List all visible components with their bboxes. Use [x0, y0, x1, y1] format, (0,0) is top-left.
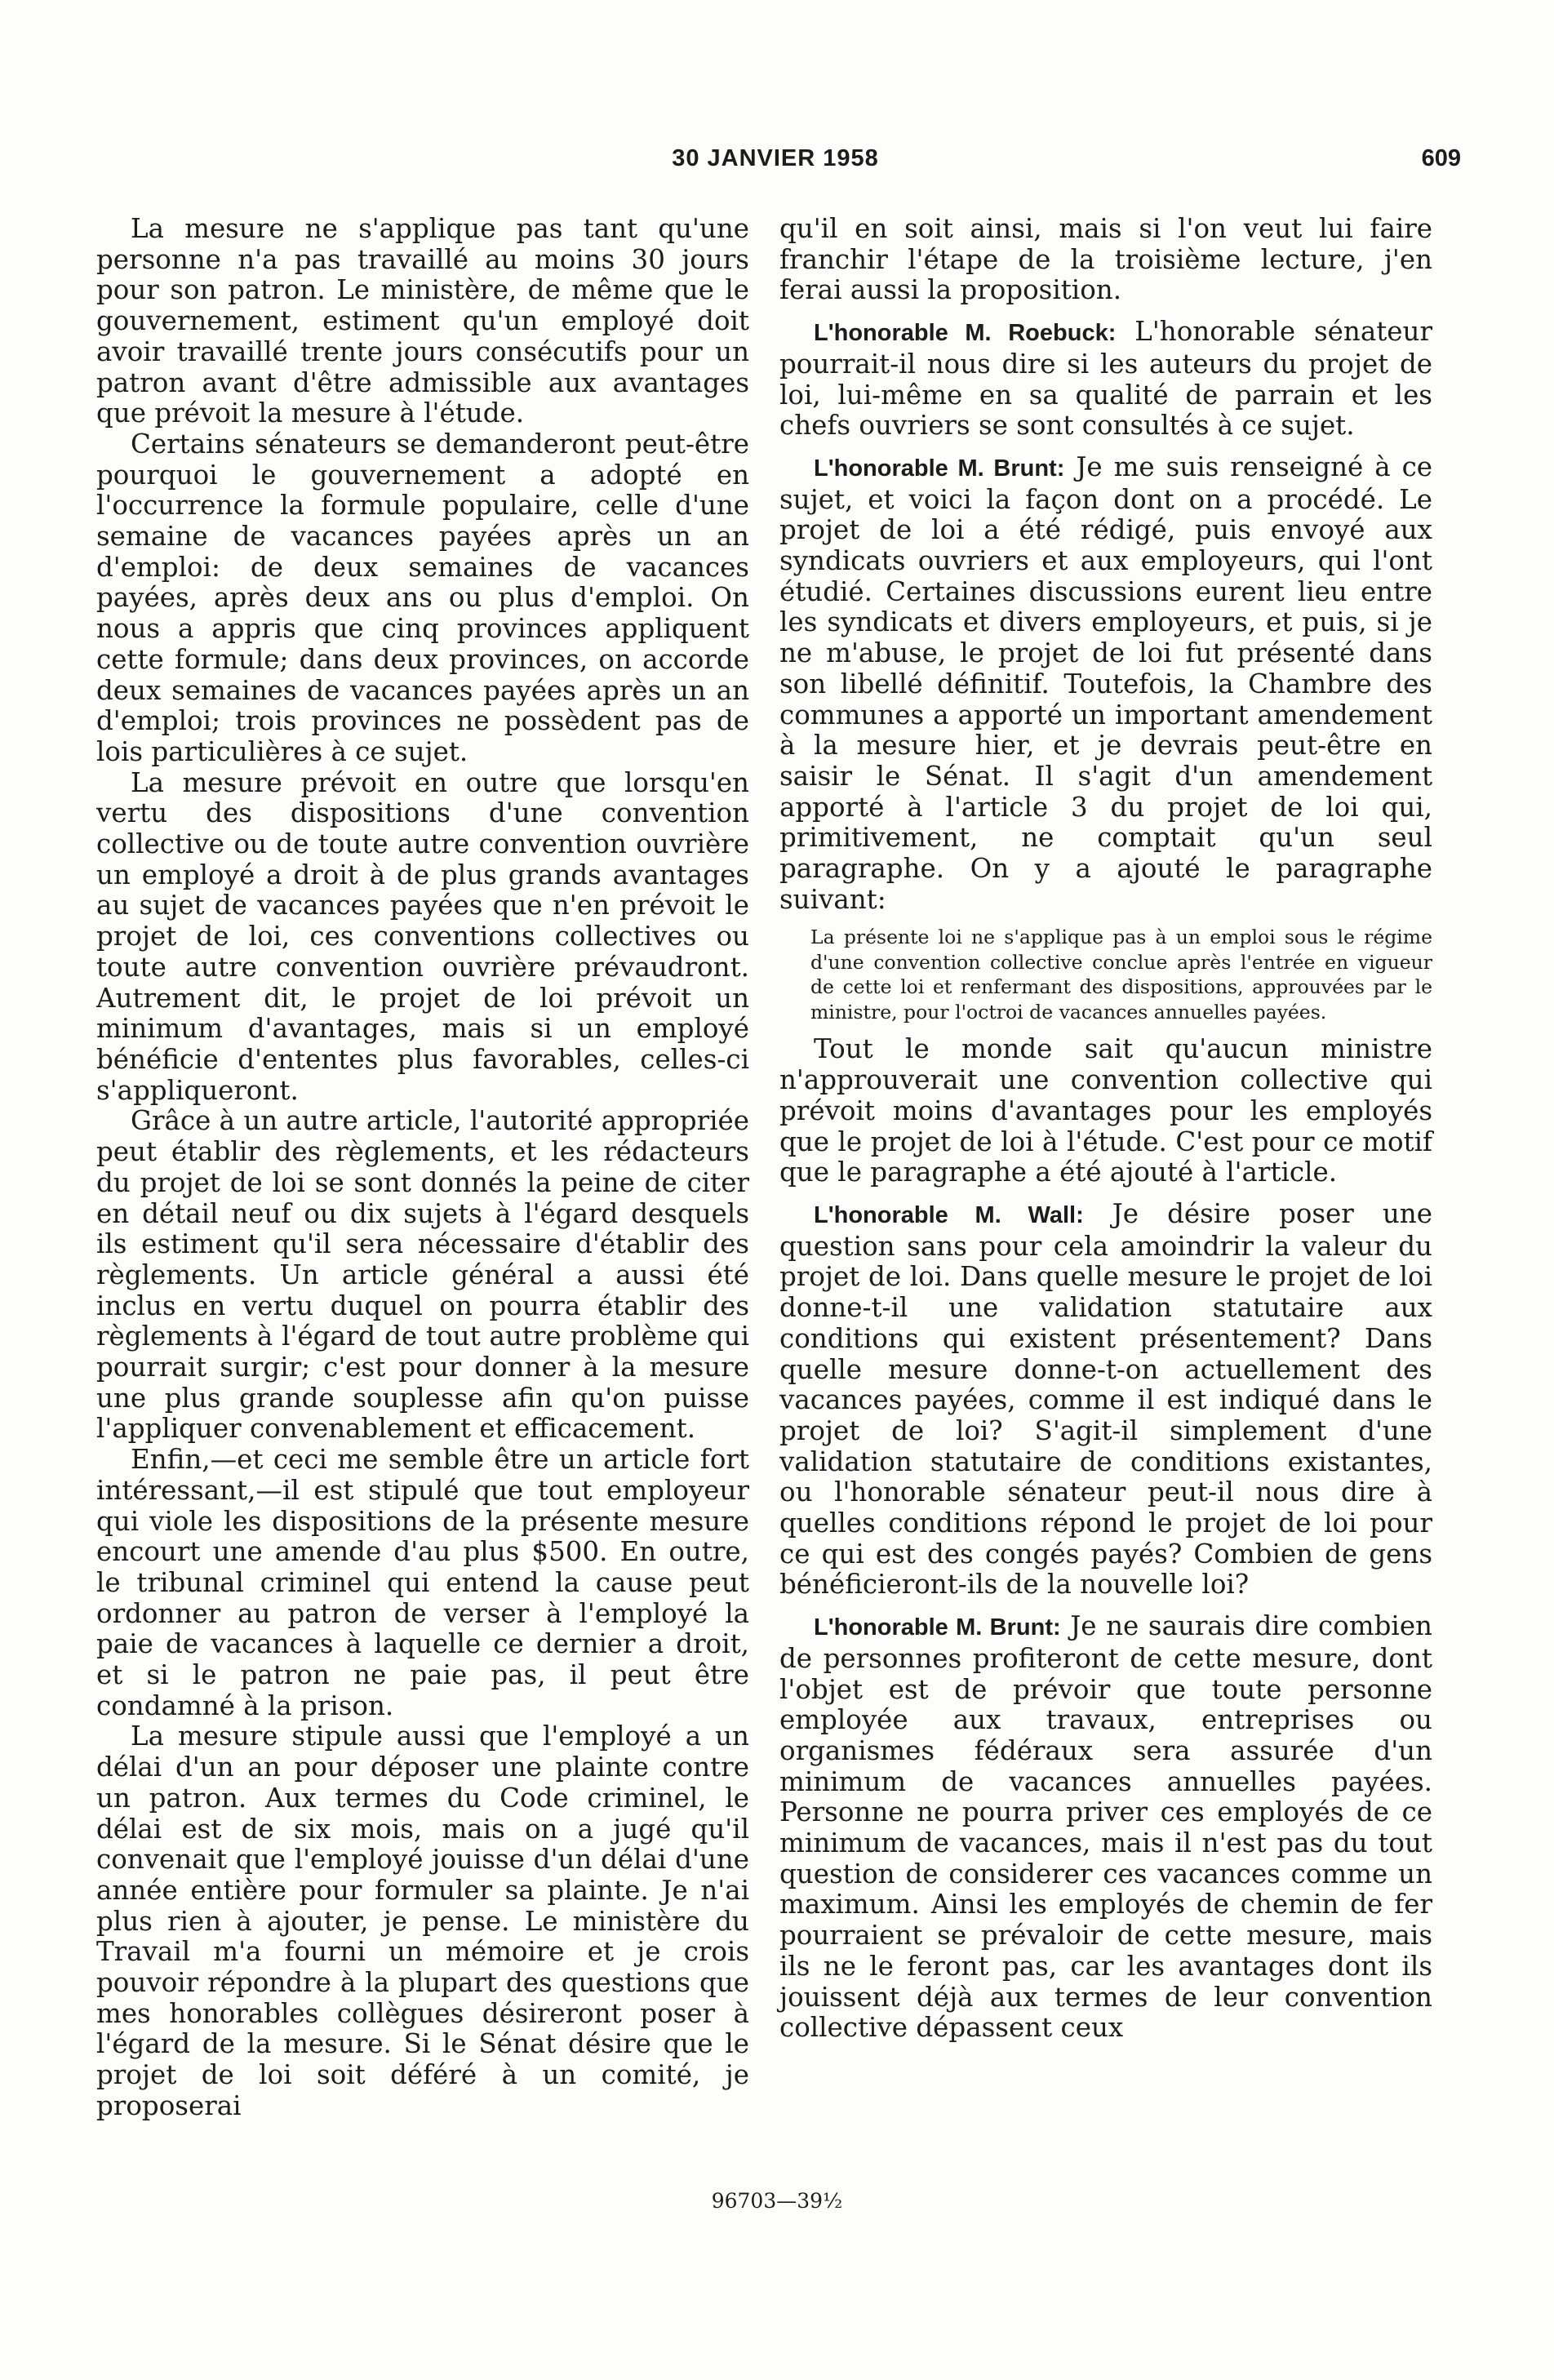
page-number: 609: [1421, 145, 1461, 171]
speech-brunt: [779, 452, 1432, 916]
speaker-name: L'honorable M. Wall:: [814, 1201, 1084, 1228]
paragraph: La mesure stipule aussi que l'employé a un délai d'un an pour déposer une plainte contre un patron. Aux termes du Code criminel, le délai est de six mois, mais on a jugé qu'il convenait que l'employé jouisse d'un délai d'une année entière pour formuler sa plainte. Je n'ai plus rien à ajouter, je pense. Le ministère du Travail m'a fourni un mémoire et je crois pouvoir répondre à la plupart des questions que mes honorables collègues désireront poser à l'égard de la mesure. Si le Sénat désire que le projet de loi soit déféré à un comité, je proposerai: [96, 1721, 749, 2121]
speech-text: Je me suis renseigné à ce sujet, et voici la façon dont on a procédé. Le projet de loi a été rédigé, puis envoyé aux syndicats ouvriers et aux employeurs, qui l'ont étudié. Certaines discussions eurent lieu entre les syndicats et divers employeurs, et puis, si je ne m'abuse, le projet de loi fut présenté dans son libellé définitif. Toutefois, la Chambre des communes a apporté un important amendement à la mesure hier, et je devrais peut-être en saisir le Sénat. Il s'agit d'un amendement apporté à l'article 3 du projet de loi qui, primitivement, ne comptait qu'un seul paragraphe. On y a ajouté le paragraphe suivant:: [779, 451, 1432, 915]
right-column: [779, 214, 1432, 2044]
paragraph: La mesure ne s'applique pas tant qu'une personne n'a pas travaillé au moins 30 jours pour son patron. Le ministère, de même que le gouvernement, estiment qu'un employé doit avoir travaillé trente jours consécutifs pour un patron avant d'être admissible aux avantages que prévoit la mesure à l'étude.: [96, 213, 749, 429]
speech-wall: [779, 1199, 1432, 1601]
speech-text: Je ne saurais dire combien de personnes profiteront de cette mesure, dont l'objet est de prévoir que toute personne employée aux travaux, entreprises ou organismes fédéraux sera assurée d'un minimum de vacances annuelles payées. Personne ne pourra priver ces employés de ce minimum de vacances, mais il n'est pas du tout question de considerer ces vacances comme un maximum. Ainsi les employés de chemin de fer pourraient se prévaloir de cette mesure, mais ils ne le feront pas, car les avantages dont ils jouissent déjà aux termes de leur convention collective dépassent ceux: [779, 1610, 1432, 2044]
paragraph: Enfin,—et ceci me semble être un article fort intéressant,—il est stipulé que tout employeur qui viole les dispositions de la présente mesure encourt une amende d'au plus $500. En outre, le tribunal criminel qui entend la cause peut ordonner au patron de verser à l'employé la paie de vacances à laquelle ce dernier a droit, et si le patron ne paie pas, il peut être condamné à la prison.: [96, 1444, 749, 1721]
speaker-name: L'honorable M. Roebuck:: [814, 320, 1117, 347]
speech-text: L'honorable sénateur pourrait-il nous dire si les auteurs du projet de loi, lui-même en sa qualité de parrain et les chefs ouvriers se sont consultés à ce sujet.: [779, 316, 1432, 442]
paragraph: Grâce à un autre article, l'autorité appropriée peut établir des règlements, et les rédacteurs du projet de loi se sont donnés la peine de citer en détail neuf ou dix sujets à l'égard desquels ils estiment qu'il sera nécessaire d'établir des règlements. Un article général a aussi été inclus en vertu duquel on pourra établir des règlements à l'égard de tout autre problème qui pourrait surgir; c'est pour donner à la mesure une plus grande souplesse afin qu'on puisse l'appliquer convenablement et efficacement.: [96, 1105, 749, 1445]
left-column: [96, 214, 749, 2122]
footer-code: 96703—39½: [711, 2189, 843, 2213]
paragraph: qu'il en soit ainsi, mais si l'on veut lui faire franchir l'étape de la troisième lecture, j'en ferai aussi la proposition.: [779, 213, 1432, 306]
page-header: [90, 145, 1461, 186]
paragraph: La mesure prévoit en outre que lorsqu'en vertu des dispositions d'une convention collective ou de toute autre convention ouvrière un employé a droit à de plus grands avantages au sujet de vacances payées que n'en prévoit le projet de loi, ces conventions collectives ou toute autre convention ouvrière prévaudront. Autrement dit, le projet de loi prévoit un minimum d'avantages, mais si un employé bénéficie d'ententes plus favorables, celles-ci s'appliqueront.: [96, 766, 749, 1106]
paragraph: Tout le monde sait qu'aucun ministre n'approuverait une convention collective qui prévoit moins d'avantages pour les employés que le projet de loi à l'étude. C'est pour ce motif que le paragraphe a été ajouté à l'article.: [779, 1033, 1432, 1188]
speaker-name: L'honorable M. Brunt:: [814, 1614, 1061, 1641]
speech-brunt: [779, 1611, 1432, 2044]
speech-roebuck: [779, 317, 1432, 442]
header-date: 30 JANVIER 1958: [672, 145, 879, 171]
paragraph: Certains sénateurs se demanderont peut-être pourquoi le gouvernement a adopté en l'occurrence la formule populaire, celle d'une semaine de vacances payées après un an d'emploi: de deux semaines de vacances payées, après deux ans ou plus d'emploi. On nous a appris que cinq provinces appliquent cette formule; dans deux provinces, on accorde deux semaines de vacances payées après un an d'emploi; trois provinces ne possèdent pas de lois particulières à ce sujet.: [96, 428, 749, 767]
block-quote: La présente loi ne s'applique pas à un emploi sous le régime d'une convention collective conclue après l'entrée en vigueur de cette loi et renfermant des dispositions, approuvées par le ministre, pour l'octroi de vacances annuelles payées.: [810, 926, 1432, 1023]
speaker-name: L'honorable M. Brunt:: [814, 455, 1065, 482]
speech-text: Je désire poser une question sans pour cela amoindrir la valeur du projet de loi. Dans quelle mesure le projet de loi donne-t-il une validation statutaire aux conditions qui existent présentement? Dans quelle mesure donne-t-on actuellement des vacances payées, comme il est indiqué dans le projet de loi? S'agit-il simplement d'une validation statutaire de conditions existantes, ou l'honorable sénateur peut-il nous dire à quelles conditions répond le projet de loi pour ce qui est des congés payés? Combien de gens bénéficieront-ils de la nouvelle loi?: [779, 1197, 1432, 1601]
